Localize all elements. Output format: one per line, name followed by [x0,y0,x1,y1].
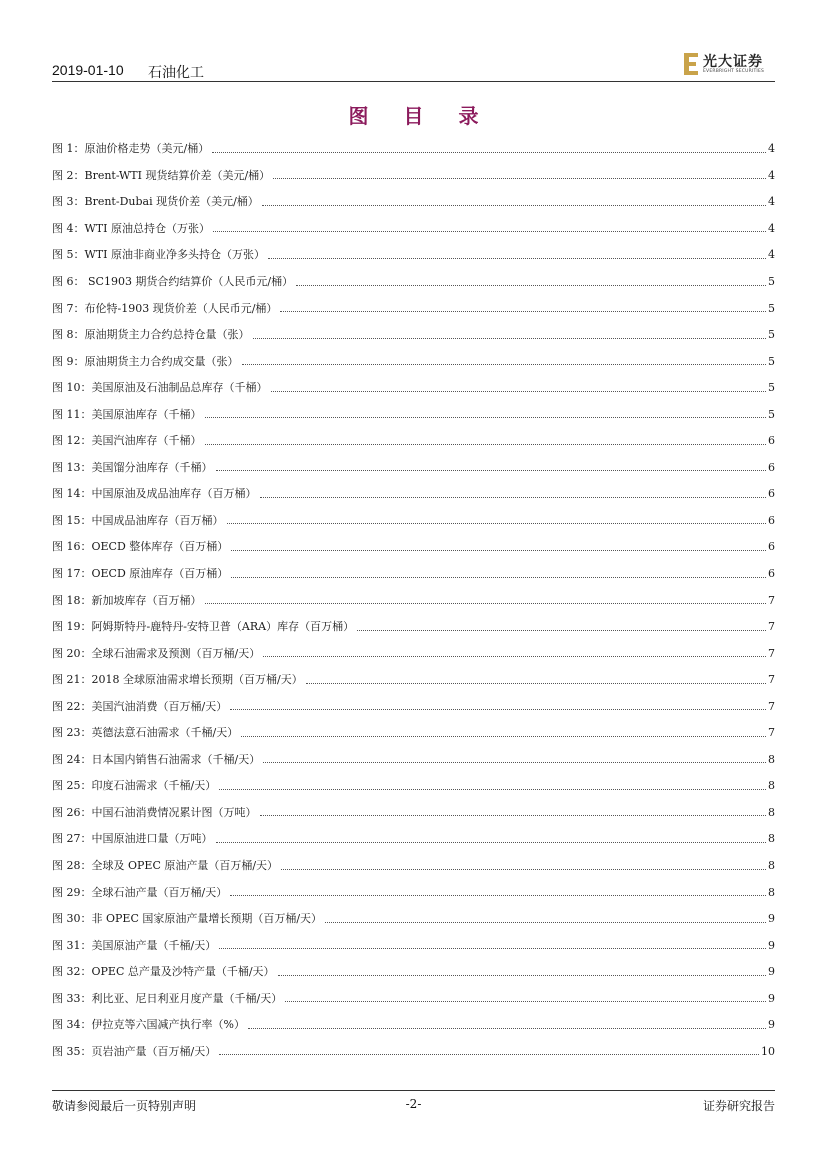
toc-entry-label: 图 6： SC1903 期货合约结算价（人民币元/桶） [52,275,294,288]
toc-leader-dots [212,152,766,153]
toc-leader-dots [260,815,767,816]
toc-entry[interactable] [52,747,775,774]
page-footer [52,1097,775,1115]
toc-entry[interactable] [52,986,775,1013]
toc-leader-dots [253,338,767,339]
toc-title: 图 目 录 [348,104,493,128]
toc-entry-label: 图 20：全球石油需求及预测（百万桶/天） [52,646,261,660]
toc-leader-dots [281,869,766,870]
toc-leader-dots [231,577,766,578]
toc-entry-page: 8 [768,752,775,766]
toc-entry[interactable] [52,242,775,269]
toc-entry-page: 9 [768,912,775,926]
toc-leader-dots [216,470,767,471]
toc-entry-page: 5 [768,381,775,395]
toc-entry-page: 8 [768,805,775,819]
toc-leader-dots [213,231,766,232]
toc-entry-page: 4 [768,248,775,262]
report-type: 证券研究报告 [702,1099,775,1113]
toc-entry[interactable] [52,348,775,375]
toc-entry-page: 5 [768,328,775,342]
toc-entry[interactable] [52,587,775,614]
toc-entry-page: 8 [768,832,775,846]
page-header [52,50,775,82]
toc-entry-page: 8 [768,779,775,793]
toc-entry[interactable] [52,295,775,322]
toc-leader-dots [357,630,766,631]
logo-name: 光大证券 [703,54,763,70]
toc-entry[interactable] [52,455,775,482]
toc-entry-label: 图 12：美国汽油库存（千桶） [52,434,202,448]
toc-entry[interactable] [52,322,775,349]
toc-leader-dots [260,497,767,498]
toc-entry[interactable] [52,614,775,641]
toc-leader-dots [271,391,767,392]
toc-entry-page: 10 [761,1044,775,1058]
toc-entry[interactable] [52,269,775,296]
toc-leader-dots [219,1054,759,1055]
toc-leader-dots [241,736,766,737]
toc-entry-label: 图 15：中国成品油库存（百万桶） [52,513,224,527]
toc-entry-label: 图 18：新加坡库存（百万桶） [52,593,202,607]
toc-entry-page: 7 [768,620,775,634]
toc-leader-dots [242,364,767,365]
toc-entry[interactable] [52,826,775,853]
toc-leader-dots [296,285,766,286]
toc-entry-page: 6 [768,487,775,501]
toc-entry[interactable] [52,561,775,588]
toc-entry-page: 9 [768,991,775,1005]
toc-entry[interactable] [52,773,775,800]
toc-entry[interactable] [52,163,775,190]
toc-entry-label: 图 9：原油期货主力合约成交量（张） [52,354,239,368]
toc-entry-label: 图 31：美国原油产量（千桶/天） [52,938,217,952]
toc-entry-page: 8 [768,859,775,873]
toc-entry[interactable] [52,136,775,163]
toc-entry-label: 图 21：2018 全球原油需求增长预期（百万桶/天） [52,673,303,687]
toc-entry-label: 图 10：美国原油及石油制品总库存（千桶） [52,381,268,395]
toc-leader-dots [262,205,766,206]
toc-entry-page: 7 [768,673,775,687]
toc-leader-dots [306,683,766,684]
toc-entry-page: 5 [768,354,775,368]
toc-leader-dots [230,895,766,896]
toc-entry-label: 图 11：美国原油库存（千桶） [52,407,202,421]
toc-entry[interactable] [52,508,775,535]
toc-entry-page: 7 [768,699,775,713]
toc-entry-label: 图 24：日本国内销售石油需求（千桶/天） [52,752,261,766]
toc-entry-label: 图 25：印度石油需求（千桶/天） [52,779,217,793]
toc-leader-dots [248,1028,766,1029]
toc-entry[interactable] [52,720,775,747]
toc-entry[interactable] [52,189,775,216]
toc-entry-label: 图 19：阿姆斯特丹-鹿特丹-安特卫普（ARA）库存（百万桶） [52,620,355,634]
toc-entry-page: 9 [768,1018,775,1032]
toc-entry[interactable] [52,640,775,667]
toc-leader-dots [230,709,766,710]
toc-entry[interactable] [52,481,775,508]
disclaimer-note: 敬请参阅最后一页特别声明 [52,1099,197,1113]
toc-entry[interactable] [52,401,775,428]
toc-entry[interactable] [52,667,775,694]
toc-entry[interactable] [52,216,775,243]
toc-entry-label: 图 2：Brent-WTI 现货结算价差（美元/桶） [52,168,271,182]
toc-entry-page: 5 [768,407,775,421]
toc-entry-page: 4 [768,168,775,182]
toc-entry-page: 6 [768,460,775,474]
toc-entry-page: 7 [768,593,775,607]
toc-entry-label: 图 27：中国原油进口量（万吨） [52,832,213,846]
toc-entry-label: 图 22：美国汽油消费（百万桶/天） [52,699,228,713]
toc-entry-label: 图 17：OECD 原油库存（百万桶） [52,567,229,581]
toc-leader-dots [325,922,766,923]
toc-entry[interactable] [52,932,775,959]
toc-entry-label: 图 28：全球及 OPEC 原油产量（百万桶/天） [52,859,279,873]
toc-entry-label: 图 32：OPEC 总产量及沙特产量（千桶/天） [52,965,275,979]
footer-divider [52,1090,775,1091]
toc-entry-label: 图 34：伊拉克等六国减产执行率（%） [52,1018,245,1032]
toc-entry-label: 图 3：Brent-Dubai 现货价差（美元/桶） [52,195,259,209]
everbright-logo-icon [683,52,699,76]
figure-list [52,136,775,1065]
toc-entry[interactable] [52,1039,775,1066]
toc-leader-dots [263,762,766,763]
toc-entry-page: 6 [768,513,775,527]
toc-leader-dots [205,417,767,418]
toc-leader-dots [219,789,766,790]
toc-entry-label: 图 14：中国原油及成品油库存（百万桶） [52,487,257,501]
toc-entry-label: 图 13：美国馏分油库存（千桶） [52,460,213,474]
toc-leader-dots [205,603,767,604]
toc-leader-dots [231,550,766,551]
toc-entry-page: 4 [768,221,775,235]
toc-entry[interactable] [52,1012,775,1039]
toc-entry-page: 9 [768,938,775,952]
toc-entry-label: 图 26：中国石油消费情况累计图（万吨） [52,805,257,819]
toc-entry-label: 图 16：OECD 整体库存（百万桶） [52,540,229,554]
toc-entry[interactable] [52,800,775,827]
toc-entry[interactable] [52,534,775,561]
report-sector: 石油化工 [148,64,204,80]
company-logo [683,50,775,78]
toc-leader-dots [216,842,767,843]
toc-entry-label: 图 1：原油价格走势（美元/桶） [52,142,210,156]
toc-entry-label: 图 33：利比亚、尼日利亚月度产量（千桶/天） [52,991,283,1005]
toc-entry-label: 图 23：英德法意石油需求（千桶/天） [52,726,239,740]
toc-leader-dots [278,975,766,976]
toc-entry[interactable] [52,879,775,906]
toc-entry-page: 6 [768,540,775,554]
toc-entry-page: 7 [768,726,775,740]
toc-entry[interactable] [52,428,775,455]
toc-leader-dots [285,1001,766,1002]
toc-entry-page: 5 [768,301,775,315]
toc-entry-label: 图 5：WTI 原油非商业净多头持仓（万张） [52,248,265,262]
toc-entry-page: 7 [768,646,775,660]
toc-entry-page: 5 [768,275,775,288]
toc-entry[interactable] [52,959,775,986]
toc-entry[interactable] [52,853,775,880]
toc-entry-page: 9 [768,965,775,979]
page-number: -2- [405,1097,422,1111]
toc-entry[interactable] [52,375,775,402]
toc-entry[interactable] [52,693,775,720]
toc-entry-label: 图 8：原油期货主力合约总持仓量（张） [52,328,250,342]
toc-leader-dots [227,523,767,524]
logo-subtitle: EVERBRIGHT SECURITIES [703,69,765,74]
toc-leader-dots [268,258,766,259]
toc-entry-page: 6 [768,567,775,581]
toc-leader-dots [280,311,766,312]
toc-entry[interactable] [52,906,775,933]
toc-leader-dots [273,178,766,179]
toc-entry-page: 8 [768,885,775,899]
report-date: 2019-01-10 [52,62,124,78]
toc-entry-label: 图 7：布伦特-1903 现货价差（人民币元/桶） [52,301,278,315]
toc-entry-label: 图 4：WTI 原油总持仓（万张） [52,221,210,235]
toc-entry-label: 图 30：非 OPEC 国家原油产量增长预期（百万桶/天） [52,912,323,926]
header-divider [52,81,775,82]
toc-leader-dots [219,948,766,949]
toc-entry-label: 图 29：全球石油产量（百万桶/天） [52,885,228,899]
toc-entry-label: 图 35：页岩油产量（百万桶/天） [52,1044,217,1058]
toc-leader-dots [205,444,767,445]
toc-entry-page: 4 [768,195,775,209]
toc-entry-page: 6 [768,434,775,448]
toc-entry-page: 4 [768,142,775,156]
toc-leader-dots [263,656,766,657]
